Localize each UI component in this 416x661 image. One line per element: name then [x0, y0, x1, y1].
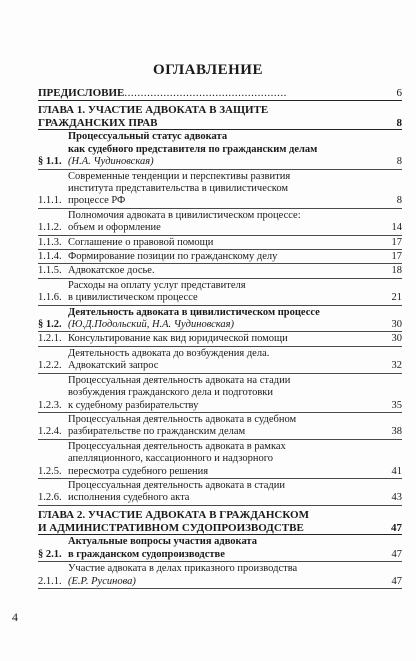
- toc-entry-1-1-3[interactable]: 1.1.3. Соглашение о правовой помощи 17: [38, 236, 402, 250]
- toc-entry-1-2-2[interactable]: 1.2.2. Деятельность адвоката до возбуждения дела. Адвокатский запрос 32: [38, 347, 402, 374]
- toc-entry-1-1-4[interactable]: 1.1.4. Формирование позиции по гражданскому делу 17: [38, 250, 402, 264]
- toc-entry-1-2-4[interactable]: 1.2.4. Процессуальная деятельность адвоката в судебном разбирательстве по гражданским делам 38: [38, 413, 402, 440]
- toc-entry-1-1-5[interactable]: 1.1.5. Адвокатское досье. 18: [38, 264, 402, 278]
- toc-entry-chapter-1[interactable]: ГЛАВА 1. УЧАСТИЕ АДВОКАТА В ЗАЩИТЕ ГРАЖДАНСКИХ ПРАВ 8: [38, 101, 402, 131]
- toc-entry-2-1[interactable]: § 2.1. Актуальные вопросы участия адвоката в гражданском судопроизводстве 47: [38, 535, 402, 562]
- page-number: 4: [12, 610, 18, 624]
- toc-entry-1-1[interactable]: § 1.1. Процессуальный статус адвоката как судебного представителя по гражданским делам (Н.А. Чудиновская) 8: [38, 130, 402, 169]
- table-of-contents: [38, 84, 402, 589]
- toc-entry-1-1-2[interactable]: 1.1.2. Полномочия адвоката в цивилистическом процессе: объем и оформление 14: [38, 209, 402, 236]
- toc-title: ОГЛАВЛЕНИЕ: [153, 62, 263, 78]
- toc-entry-1-2[interactable]: § 1.2. Деятельность адвоката в цивилистическом процессе (Ю.Д.Подольский, Н.А. Чудиновская) 30: [38, 306, 402, 333]
- toc-entry-preface[interactable]: ПРЕДИСЛОВИЕ.................................................. 6: [38, 84, 402, 101]
- toc-entry-1-1-1[interactable]: 1.1.1. Современные тенденции и перспективы развития института представительства в цивилистическом процессе РФ 8: [38, 170, 402, 209]
- toc-entry-2-1-1[interactable]: 2.1.1. Участие адвоката в делах приказного производства (Е.Р. Русинова) 47: [38, 562, 402, 589]
- toc-entry-1-2-1[interactable]: 1.2.1. Консультирование как вид юридической помощи 30: [38, 332, 402, 346]
- toc-entry-1-2-5[interactable]: 1.2.5. Процессуальная деятельность адвоката в рамках апелляционного, кассационного и надзорного пересмотра судебного решения 41: [38, 440, 402, 479]
- toc-entry-chapter-2[interactable]: ГЛАВА 2. УЧАСТИЕ АДВОКАТА В ГРАЖДАНСКОМ И АДМИНИСТРАТИВНОМ СУДОПРОИЗВОДСТВЕ 47: [38, 506, 402, 536]
- toc-entry-1-2-3[interactable]: 1.2.3. Процессуальная деятельность адвоката на стадии возбуждения гражданского дела и подготовки к судебному разбирательству 35: [38, 374, 402, 413]
- toc-entry-1-1-6[interactable]: 1.1.6. Расходы на оплату услуг представителя в цивилистическом процессе 21: [38, 279, 402, 306]
- toc-entry-1-2-6[interactable]: 1.2.6. Процессуальная деятельность адвоката в стадии исполнения судебного акта 43: [38, 479, 402, 506]
